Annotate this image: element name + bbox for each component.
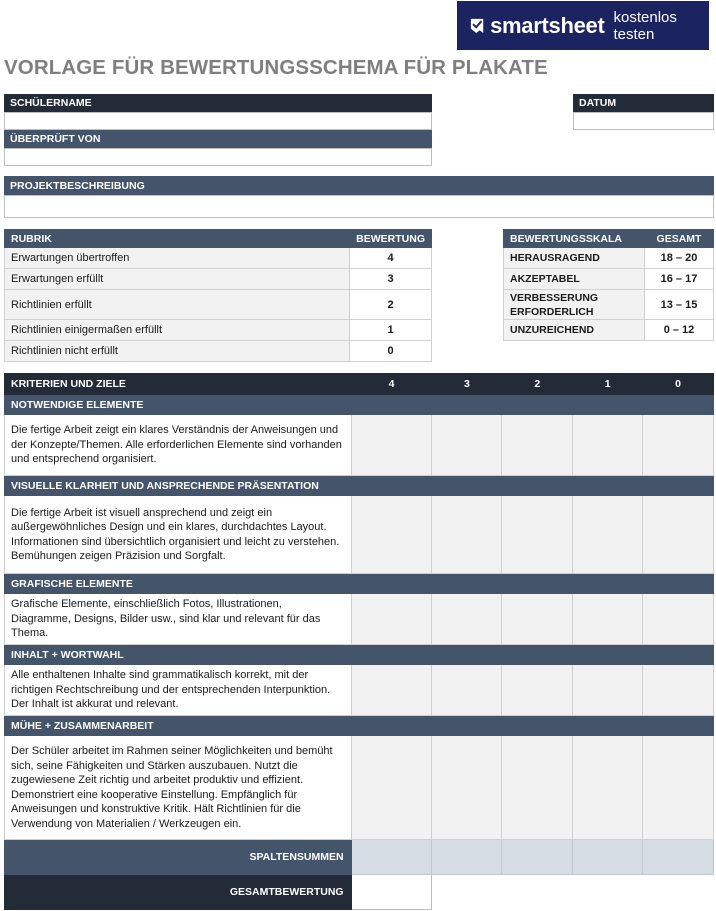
rubric-score: 2 [350, 290, 432, 320]
section-row [5, 496, 714, 574]
section-title: MÜHE + ZUSAMMENARBEIT [5, 716, 352, 736]
rubric-score: 3 [350, 269, 432, 290]
section-row [5, 594, 714, 645]
reviewed-by-input[interactable] [4, 148, 432, 166]
score-cell[interactable] [351, 496, 432, 574]
section-description: Alle enthaltenen Inhalte sind grammatikalisch korrekt, mit der richtigen Rechtschreibung und der entsprechenden Interpunktion. Der Inhalt ist akkurat und relevant. [5, 665, 352, 716]
rubric-row [5, 341, 432, 362]
score-cell[interactable] [432, 594, 502, 645]
criteria-col-2: 2 [502, 374, 573, 395]
scale-label: AKZEPTABEL [504, 269, 645, 290]
rubric-row [5, 290, 432, 320]
total-score-row [5, 875, 714, 910]
section-title: NOTWENDIGE ELEMENTE [5, 395, 352, 415]
total-score-input[interactable] [351, 875, 432, 910]
score-cell[interactable] [643, 496, 714, 574]
rubric-table [4, 229, 432, 362]
student-name-label: SCHÜLERNAME [4, 94, 432, 112]
rubric-row [5, 248, 432, 269]
scale-range: 0 – 12 [645, 320, 714, 341]
scale-row [504, 290, 714, 320]
date-label: DATUM [573, 94, 714, 112]
rubric-header-label: RUBRIK [5, 230, 350, 248]
criteria-col-1: 1 [573, 374, 643, 395]
section-title: VISUELLE KLARHEIT UND ANSPRECHENDE PRÄSENTATION [5, 476, 352, 496]
section-title: GRAFISCHE ELEMENTE [5, 574, 352, 594]
rubric-label: Richtlinien nicht erfüllt [5, 341, 350, 362]
score-cell[interactable] [502, 594, 573, 645]
score-cell[interactable] [502, 736, 573, 840]
rubric-label: Erwartungen übertroffen [5, 248, 350, 269]
sum-cell[interactable] [573, 840, 643, 875]
section-description: Die fertige Arbeit zeigt ein klares Verständnis der Anweisungen und der Konzepte/Themen. Alle erforderlichen Elemente sind vorhanden und entsprechend organisiert. [5, 415, 352, 476]
score-cell[interactable] [502, 415, 573, 476]
score-cell[interactable] [573, 415, 643, 476]
rubric-label: Richtlinien einigermaßen erfüllt [5, 320, 350, 341]
score-cell[interactable] [351, 736, 432, 840]
project-description-label: PROJEKTBESCHREIBUNG [4, 176, 714, 195]
score-cell[interactable] [432, 415, 502, 476]
section-row [5, 665, 714, 716]
section-row [5, 736, 714, 840]
score-cell[interactable] [432, 665, 502, 716]
rubric-label: Richtlinien erfüllt [5, 290, 350, 320]
section-header [5, 574, 714, 594]
scale-label: HERAUSRAGEND [504, 248, 645, 269]
score-cell[interactable] [351, 594, 432, 645]
scale-range: 13 – 15 [645, 290, 714, 320]
section-description: Der Schüler arbeitet im Rahmen seiner Möglichkeiten und bemüht sich, seine Fähigkeiten und Stärken auszubauen. Nutzt die zugewiesene Zeit richtig und arbeitet produktiv und effizient. Demonstriert eine kooperative Einstellung. Empfänglich für Anweisungen und konstruktive Kritik. Hält Richtlinien für die Verwendung von Materialien / Werkzeugen ein. [5, 736, 352, 840]
reviewed-by-label: ÜBERPRÜFT VON [4, 130, 432, 148]
criteria-header-label: KRITERIEN UND ZIELE [5, 374, 352, 395]
rubric-label: Erwartungen erfüllt [5, 269, 350, 290]
scale-label: UNZUREICHEND [504, 320, 645, 341]
criteria-col-4: 4 [351, 374, 432, 395]
rubric-score: 0 [350, 341, 432, 362]
score-cell[interactable] [643, 594, 714, 645]
score-cell[interactable] [432, 736, 502, 840]
student-name-input[interactable] [4, 112, 432, 130]
rubric-row [5, 320, 432, 341]
score-cell[interactable] [351, 665, 432, 716]
criteria-table [4, 373, 714, 910]
date-input[interactable] [573, 112, 714, 130]
grading-scale-table [503, 229, 714, 341]
score-cell[interactable] [502, 665, 573, 716]
score-cell[interactable] [351, 415, 432, 476]
column-sums-label: SPALTENSUMMEN [5, 840, 352, 875]
scale-range: 18 – 20 [645, 248, 714, 269]
rubric-score: 1 [350, 320, 432, 341]
scale-row [504, 248, 714, 269]
scale-header-label: BEWERTUNGSSKALA [504, 230, 645, 248]
scale-header-total: GESAMT [645, 230, 714, 248]
scale-row [504, 269, 714, 290]
scale-range: 16 – 17 [645, 269, 714, 290]
sum-cell[interactable] [351, 840, 432, 875]
section-header [5, 716, 714, 736]
score-cell[interactable] [432, 496, 502, 574]
section-description: Grafische Elemente, einschließlich Fotos, Illustrationen, Diagramme, Designs, Bilder usw., sind klar und relevant für das Thema. [5, 594, 352, 645]
criteria-col-0: 0 [643, 374, 714, 395]
column-sums-row [5, 840, 714, 875]
section-row [5, 415, 714, 476]
section-description: Die fertige Arbeit ist visuell ansprechend und zeigt ein außergewöhnliches Design und ein klares, durchdachtes Layout. Informationen sind übersichtlich organisiert und leicht zu verstehen. Bemühungen zeigen Präzision und Sorgfalt. [5, 496, 352, 574]
sum-cell[interactable] [643, 840, 714, 875]
score-cell[interactable] [643, 736, 714, 840]
score-cell[interactable] [573, 665, 643, 716]
scale-row [504, 320, 714, 341]
sum-cell[interactable] [502, 840, 573, 875]
sum-cell[interactable] [432, 840, 502, 875]
section-title: INHALT + WORTWAHL [5, 645, 352, 665]
rubric-score: 4 [350, 248, 432, 269]
section-header [5, 395, 714, 415]
section-header [5, 476, 714, 496]
project-description-input[interactable] [4, 195, 714, 218]
score-cell[interactable] [573, 736, 643, 840]
scale-label: VERBESSERUNG ERFORDERLICH [504, 290, 645, 320]
rubric-header-score: BEWERTUNG [350, 230, 432, 248]
score-cell[interactable] [643, 665, 714, 716]
free-trial-link[interactable]: kostenlos testen [613, 8, 677, 43]
score-cell[interactable] [573, 594, 643, 645]
criteria-col-3: 3 [432, 374, 502, 395]
page-title: VORLAGE FÜR BEWERTUNGSSCHEMA FÜR PLAKATE [4, 56, 548, 79]
brand-name: smartsheet [490, 12, 605, 38]
score-cell[interactable] [573, 496, 643, 574]
score-cell[interactable] [643, 415, 714, 476]
section-header [5, 645, 714, 665]
smartsheet-banner[interactable] [457, 1, 709, 50]
total-score-label: GESAMTBEWERTUNG [5, 875, 352, 910]
smartsheet-logo-icon [470, 16, 484, 35]
rubric-row [5, 269, 432, 290]
score-cell[interactable] [502, 496, 573, 574]
